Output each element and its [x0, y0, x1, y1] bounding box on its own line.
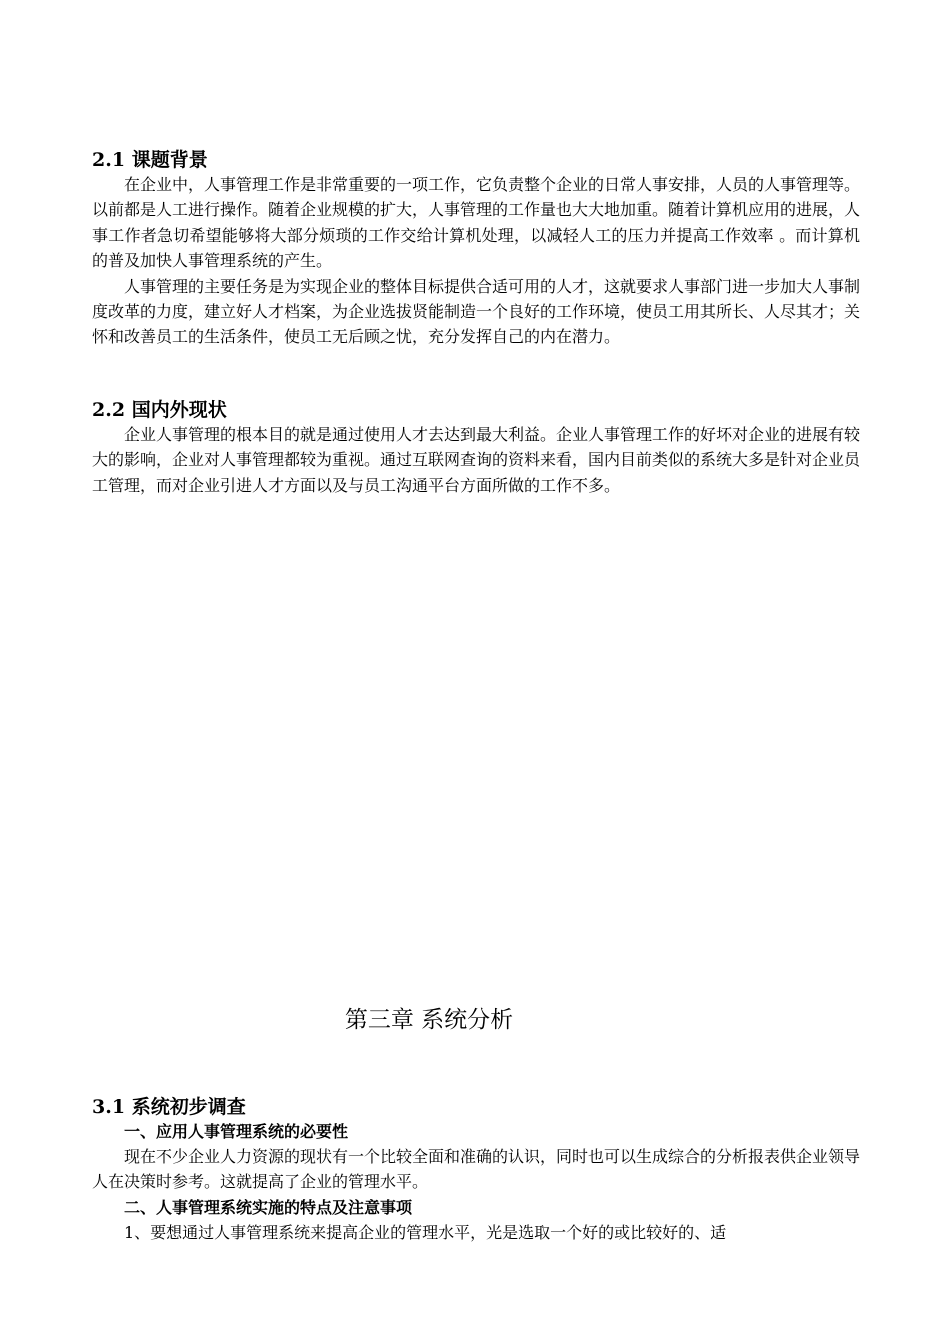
section-title: 国内外现状 [131, 399, 227, 421]
section-title: 课题背景 [131, 149, 208, 171]
section-number: 3.1 [92, 1096, 126, 1118]
section-title: 系统初步调查 [131, 1096, 246, 1118]
section-2-1 [92, 148, 860, 350]
subheading: 二、人事管理系统实施的特点及注意事项 [124, 1197, 413, 1217]
section-heading [92, 148, 860, 172]
section-number: 2.1 [92, 149, 126, 171]
paragraph: 现在不少企业人力资源的现状有一个比较全面和准确的认识，同时也可以生成综合的分析报表供企业领导人在决策时参考。这就提高了企业的管理水平。 [92, 1147, 861, 1192]
paragraph: 企业人事管理的根本目的就是通过使用人才去达到最大利益。企业人事管理工作的好坏对企业的进展有较大的影响，企业对人事管理都较为重视。通过互联网查询的资料来看，国内目前类似的系统大多是针对企业员工管理，而对企业引进人才方面以及与员工沟通平台方面所做的工作不多。 [92, 425, 861, 495]
section-heading [92, 398, 860, 422]
paragraph: 1、要想通过人事管理系统来提高企业的管理水平，光是选取一个好的或比较好的、适 [124, 1222, 727, 1242]
paragraph: 在企业中，人事管理工作是非常重要的一项工作，它负责整个企业的日常人事安排，人员的人事管理等。以前都是人工进行操作。随着企业规模的扩大，人事管理的工作量也大大地加重。随着计算机应用的进展，人事工作者急切希望能够将大部分烦琐的工作交给计算机处理，以减轻人工的压力并提高工作效率 。而计算机的普及加快人事管理系统的产生。 [92, 175, 861, 271]
section-2-2 [92, 398, 860, 498]
section-heading [92, 1095, 860, 1119]
section-number: 2.2 [92, 399, 126, 421]
paragraph: 人事管理的主要任务是为实现企业的整体目标提供合适可用的人才，这就要求人事部门进一步加大人事制度改革的力度，建立好人才档案，为企业选拔贤能制造一个良好的工作环境，使员工用其所长、人尽其才；关怀和改善员工的生活条件，使员工无后顾之忧，充分发挥自己的内在潜力。 [92, 276, 861, 347]
subheading: 一、应用人事管理系统的必要性 [124, 1122, 349, 1141]
section-3-1 [92, 1095, 860, 1245]
chapter-title: 第三章 系统分析 [344, 1007, 514, 1033]
